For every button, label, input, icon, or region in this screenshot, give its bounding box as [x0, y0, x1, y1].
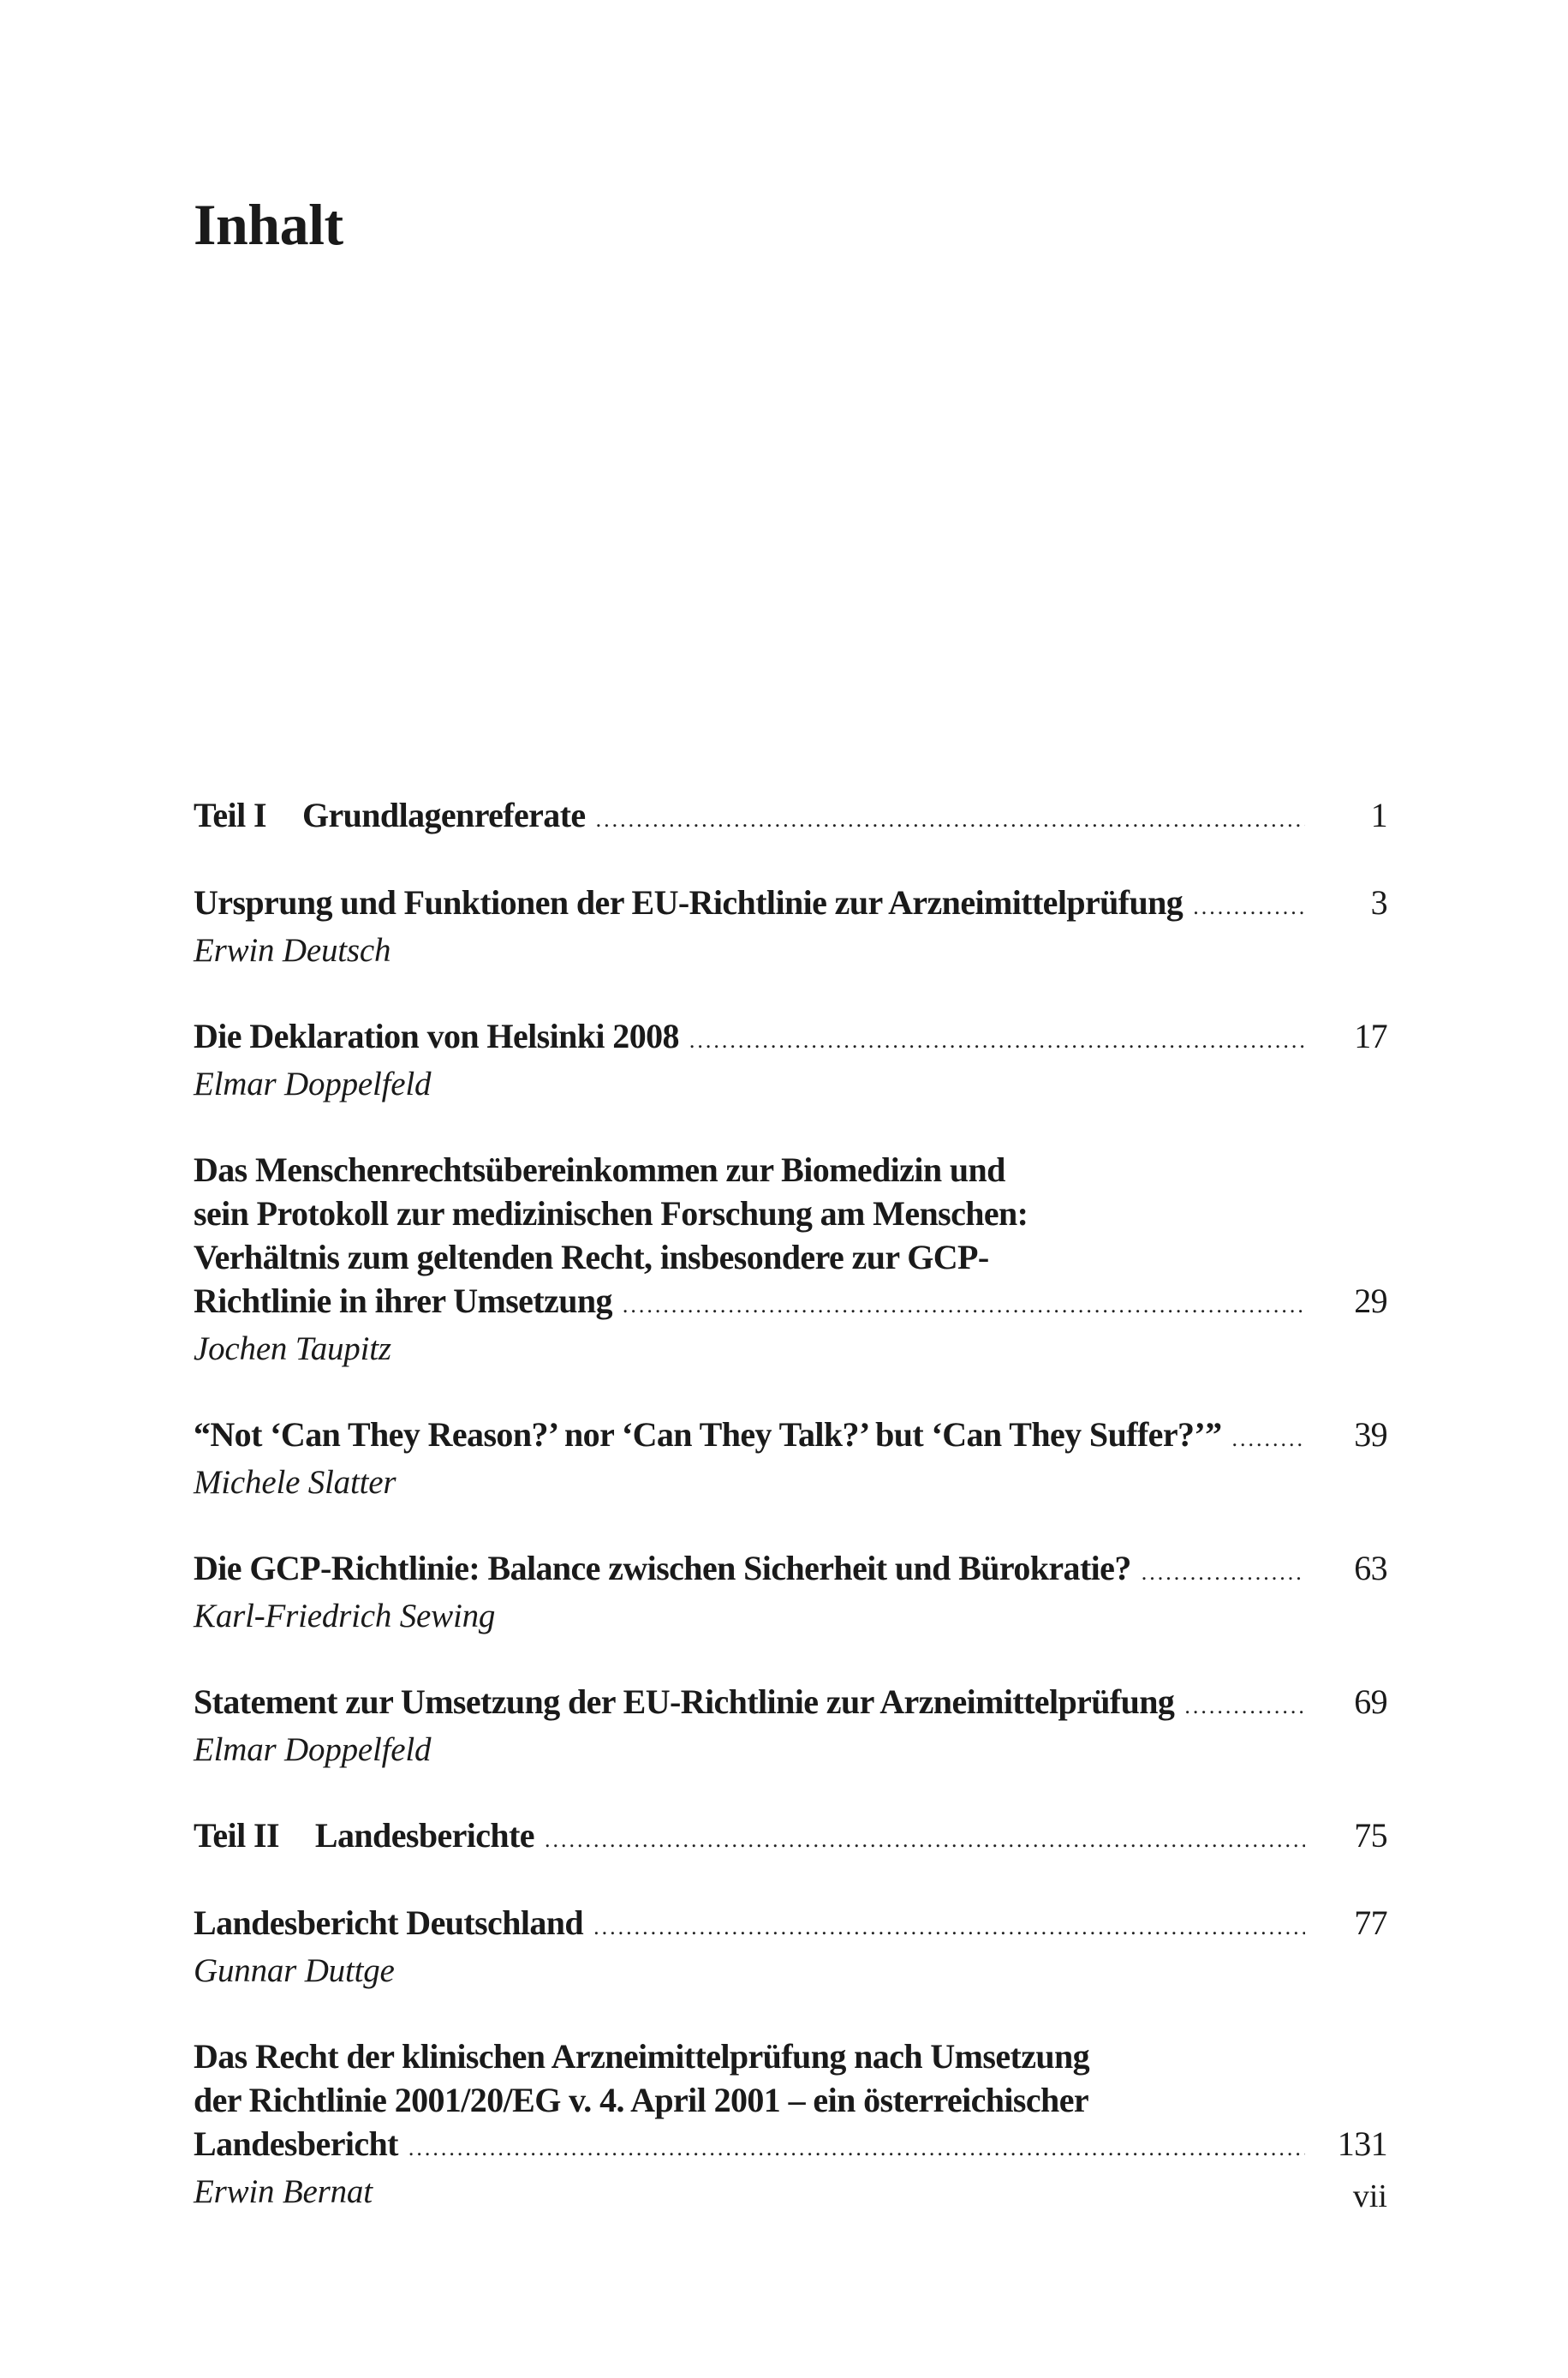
entry-title: Statement zur Umsetzung der EU-Richtlinie zur Arzneimittelprüfung [194, 1682, 1175, 1721]
entry-title-line: sein Protokoll zur medizinischen Forschung am Menschen: [194, 1194, 1028, 1233]
page-number: 3 [1370, 883, 1387, 922]
part-label: Teil II [194, 1816, 279, 1855]
toc-entry-part-1 [194, 793, 1387, 841]
entry-title-line: Das Menschenrechtsübereinkommen zur Biomedizin und [194, 1150, 1005, 1189]
page-number: 17 [1354, 1017, 1387, 1055]
dot-leader [408, 2126, 1305, 2170]
entry-title: Ursprung und Funktionen der EU-Richtlinie zur Arzneimittelprüfung [194, 883, 1183, 922]
toc-entry [194, 1546, 1387, 1638]
entry-author: Erwin Bernat [194, 2173, 373, 2210]
entry-title: Landesbericht Deutschland [194, 1903, 584, 1942]
page-number: 1 [1370, 796, 1387, 834]
entry-title: Die GCP-Richtlinie: Balance zwischen Sicherheit und Bürokratie? [194, 1549, 1131, 1587]
page-number: 39 [1354, 1415, 1387, 1454]
dot-leader [1184, 1684, 1305, 1728]
entry-author: Jochen Taupitz [194, 1330, 391, 1367]
page-number: 77 [1354, 1903, 1387, 1942]
toc-entry [194, 2034, 1387, 2214]
page-folio: vii [1352, 2178, 1387, 2214]
entry-title-line: der Richtlinie 2001/20/EG v. 4. April 2001 – ein österreichischer [194, 2081, 1089, 2119]
entry-author: Gunnar Duttge [194, 1952, 395, 1989]
entry-title-line: Das Recht der klinischen Arzneimittelprüfung nach Umsetzung [194, 2037, 1090, 2076]
dot-leader [1232, 1417, 1306, 1461]
entry-title-line: Landesbericht [194, 2124, 398, 2163]
table-of-contents [194, 793, 1387, 2256]
part-label: Teil I [194, 796, 266, 834]
page-number: 29 [1354, 1282, 1387, 1320]
page-number: 131 [1337, 2124, 1387, 2163]
entry-author: Karl-Friedrich Sewing [194, 1598, 496, 1634]
entry-title: Grundlagenreferate [301, 796, 586, 834]
toc-entry [194, 1014, 1387, 1106]
page-title: Inhalt [194, 192, 343, 257]
toc-entry-part-2 [194, 1813, 1387, 1861]
page-number: 69 [1354, 1682, 1387, 1721]
dot-leader [623, 1283, 1305, 1327]
dot-leader [593, 1905, 1305, 1949]
dot-leader [1142, 1550, 1305, 1594]
entry-title-line: Richtlinie in ihrer Umsetzung [194, 1282, 612, 1320]
entry-author: Erwin Deutsch [194, 932, 391, 969]
toc-entry [194, 1148, 1387, 1371]
entry-title: Die Deklaration von Helsinki 2008 [194, 1017, 679, 1055]
entry-title: Landesberichte [314, 1816, 534, 1855]
dot-leader [1193, 885, 1305, 929]
entry-author: Elmar Doppelfeld [194, 1066, 432, 1102]
page-number: 63 [1354, 1549, 1387, 1587]
dot-leader [596, 798, 1305, 841]
entry-title: “Not ‘Can They Reason?’ nor ‘Can They Talk?’ but ‘Can They Suffer?’” [194, 1415, 1222, 1454]
entry-author: Michele Slatter [194, 1464, 396, 1501]
toc-entry [194, 1680, 1387, 1772]
toc-entry [194, 881, 1387, 972]
toc-entry [194, 1901, 1387, 1993]
entry-author: Elmar Doppelfeld [194, 1731, 432, 1768]
entry-title-line: Verhältnis zum geltenden Recht, insbesondere zur GCP- [194, 1238, 989, 1276]
dot-leader [689, 1019, 1305, 1062]
toc-entry [194, 1413, 1387, 1504]
page-number: 75 [1354, 1816, 1387, 1855]
dot-leader [545, 1818, 1305, 1861]
